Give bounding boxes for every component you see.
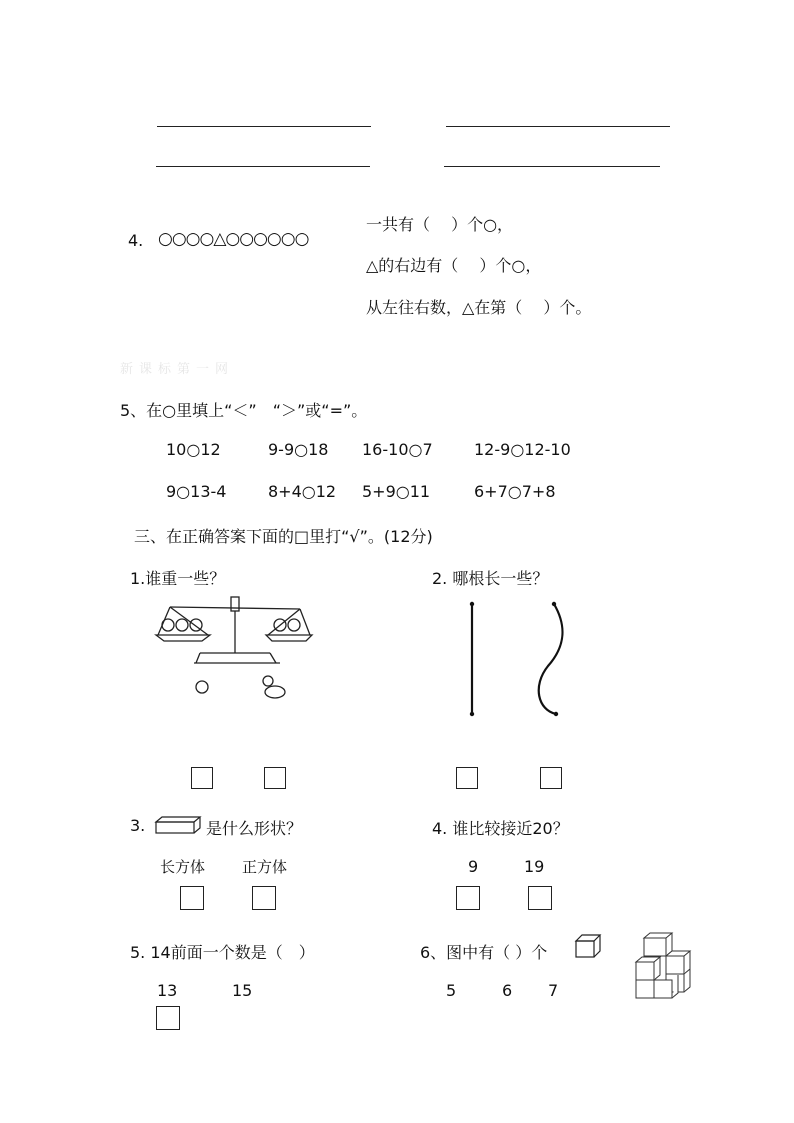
s3-q3-text: 是什么形状？ (206, 819, 303, 838)
answer-line[interactable] (156, 166, 370, 167)
watermark: 新课标第一网 (120, 362, 235, 377)
q5-r2-c4: 6+7○7+8 (474, 482, 556, 501)
s3-q1-text: 1.谁重一些？ (130, 569, 226, 588)
option-label: 6 (502, 981, 513, 1000)
answer-checkbox[interactable] (540, 767, 562, 789)
q5-r1-c2: 9-9○18 (268, 440, 329, 459)
answer-checkbox[interactable] (264, 767, 286, 789)
section3-title: 三、在正确答案下面的□里打“√”。(12分) (134, 527, 433, 546)
q5-title: 5、在○里填上“＜” “＞”或“=”。 (120, 401, 368, 420)
answer-checkbox[interactable] (252, 886, 276, 910)
two-lines-illustration (460, 598, 580, 723)
s3-q5-text: 5. 14前面一个数是（ ） (130, 943, 315, 962)
q5-r2-c1: 9○13-4 (166, 482, 227, 501)
answer-line[interactable] (444, 166, 660, 167)
q5-r1-c4: 12-9○12-10 (474, 440, 571, 459)
s3-q2-text: 2. 哪根长一些？ (432, 569, 549, 588)
answer-checkbox[interactable] (456, 767, 478, 789)
answer-line[interactable] (157, 126, 371, 127)
option-label: 5 (446, 981, 457, 1000)
answer-checkbox[interactable] (156, 1006, 180, 1030)
q5-r1-c3: 16-10○7 (362, 440, 433, 459)
answer-checkbox[interactable] (456, 886, 480, 910)
q4-line2: △的右边有（ ）个○， (366, 256, 542, 275)
s3-q3-num: 3. (130, 816, 146, 835)
answer-line[interactable] (446, 126, 670, 127)
cube-icon (575, 934, 601, 958)
q4-line1: 一共有（ ）个○， (366, 215, 514, 234)
stacked-cubes-illustration (632, 932, 694, 1004)
option-label: 19 (524, 857, 545, 876)
option-label: 长方体 (160, 858, 206, 876)
s3-q4-text: 4. 谁比较接近20？ (432, 819, 569, 838)
answer-checkbox[interactable] (180, 886, 204, 910)
question-number: 4. (128, 231, 144, 250)
option-label: 正方体 (242, 858, 288, 876)
shape-sequence: ○○○○△○○○○○○ (158, 229, 309, 249)
answer-checkbox[interactable] (528, 886, 552, 910)
answer-checkbox[interactable] (191, 767, 213, 789)
option-label: 15 (232, 981, 253, 1000)
balance-scale-illustration (150, 595, 320, 710)
option-label: 9 (468, 857, 479, 876)
cuboid-icon (155, 815, 201, 835)
option-label: 13 (157, 981, 178, 1000)
q5-r2-c2: 8+4○12 (268, 482, 337, 501)
s3-q6-text: 6、图中有（ ）个 (420, 943, 548, 962)
q5-r1-c1: 10○12 (166, 440, 221, 459)
option-label: 7 (548, 981, 559, 1000)
q4-line3: 从左往右数，△在第（ ）个。 (366, 298, 592, 317)
q5-r2-c3: 5+9○11 (362, 482, 431, 501)
